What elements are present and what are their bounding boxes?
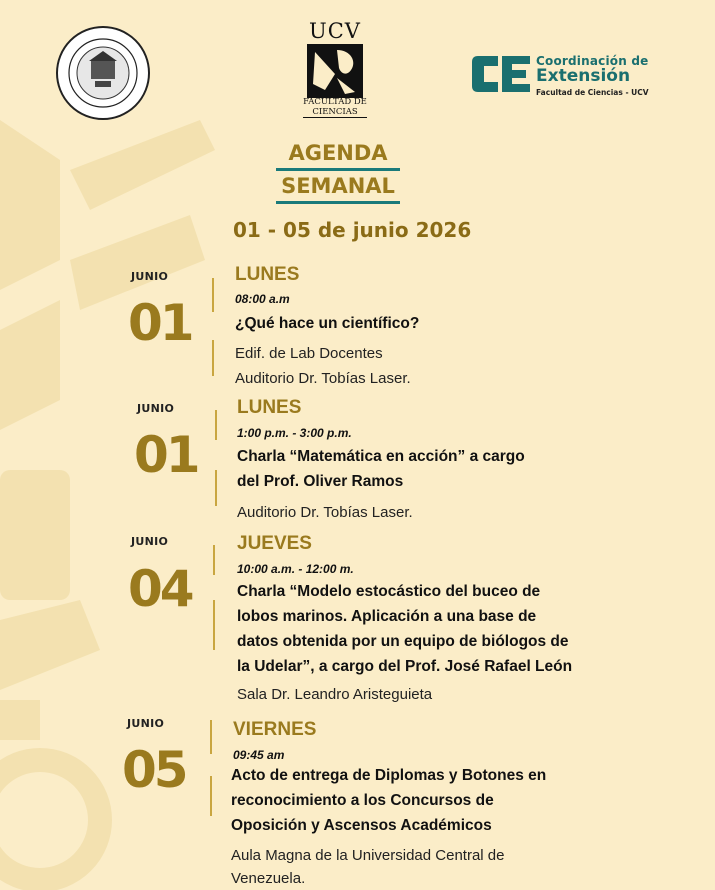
event-day: 01 [134, 426, 198, 484]
event-weekday: LUNES [235, 264, 300, 285]
event-month: JUNIO [131, 535, 169, 548]
event-place-line: Sala Dr. Leandro Aristeguieta [237, 686, 433, 703]
coordinacion-extension-logo [470, 52, 670, 100]
title-divider [276, 168, 400, 171]
event-month: JUNIO [127, 717, 165, 730]
event-divider [210, 776, 212, 816]
event-time: 1:00 p.m. - 3:00 p.m. [237, 426, 352, 440]
event-divider [215, 410, 217, 440]
event-title-line: reconocimiento a los Concursos de [231, 792, 494, 809]
event-title-line: la Udelar”, a cargo del Prof. José Rafael León [237, 658, 573, 675]
ce-logo-icon [470, 52, 534, 96]
event-divider [215, 470, 217, 506]
ucv-logo-title: UCV [309, 19, 361, 43]
ucv-seal-logo [55, 25, 151, 121]
event-place-line: Auditorio Dr. Tobías Laser. [235, 370, 411, 387]
event-weekday: LUNES [237, 397, 302, 418]
event-title-line: lobos marinos. Aplicación a una base de [237, 608, 537, 625]
event-title-line: del Prof. Oliver Ramos [237, 473, 404, 490]
event-place-line: Auditorio Dr. Tobías Laser. [237, 504, 413, 521]
event-weekday: JUEVES [237, 533, 312, 554]
ce-logo-line3: Facultad de Ciencias - UCV [536, 88, 649, 97]
ucv-ciencias-logo [303, 20, 367, 118]
ucv-ciencias-emblem-icon [307, 44, 363, 98]
event-title-line: datos obtenida por un equipo de biólogos de [237, 633, 569, 650]
event-place-line: Aula Magna de la Universidad Central de [231, 847, 505, 864]
event-day: 04 [128, 560, 192, 618]
event-title-line: ¿Qué hace un científico? [235, 315, 420, 332]
event-day: 05 [122, 741, 186, 799]
event-weekday: VIERNES [233, 719, 317, 740]
event-title-line: Charla “Matemática en acción” a cargo [237, 448, 525, 465]
title-underline [276, 201, 400, 204]
event-place-line: Venezuela. [231, 870, 306, 887]
date-range: 01 - 05 de junio 2026 [233, 218, 472, 242]
event-month: JUNIO [137, 402, 175, 415]
event-title-line: Acto de entrega de Diplomas y Botones en [231, 767, 547, 784]
agenda-title-line1: AGENDA [288, 141, 388, 165]
event-place-line: Edif. de Lab Docentes [235, 345, 383, 362]
event-title-line: Oposición y Ascensos Académicos [231, 817, 492, 834]
event-month: JUNIO [131, 270, 169, 283]
agenda-title-line2: SEMANAL [281, 174, 395, 198]
event-divider [210, 720, 212, 754]
ucv-logo-subtitle-1: FACULTAD DE [303, 97, 367, 107]
event-time: 10:00 a.m. - 12:00 m. [237, 562, 354, 576]
ce-logo-line2: Extensión [536, 66, 631, 86]
agenda-title [270, 140, 406, 206]
event-divider [212, 340, 214, 376]
ce-logo-line1: Coordinación de [536, 54, 649, 68]
event-day: 01 [128, 294, 192, 352]
event-title-line: Charla “Modelo estocástico del buceo de [237, 583, 541, 600]
event-time: 08:00 a.m [235, 292, 290, 306]
event-divider [212, 278, 214, 312]
event-time: 09:45 am [233, 748, 285, 762]
ucv-logo-subtitle-2: CIENCIAS [303, 108, 367, 119]
event-divider [213, 545, 215, 575]
event-divider [213, 600, 215, 650]
